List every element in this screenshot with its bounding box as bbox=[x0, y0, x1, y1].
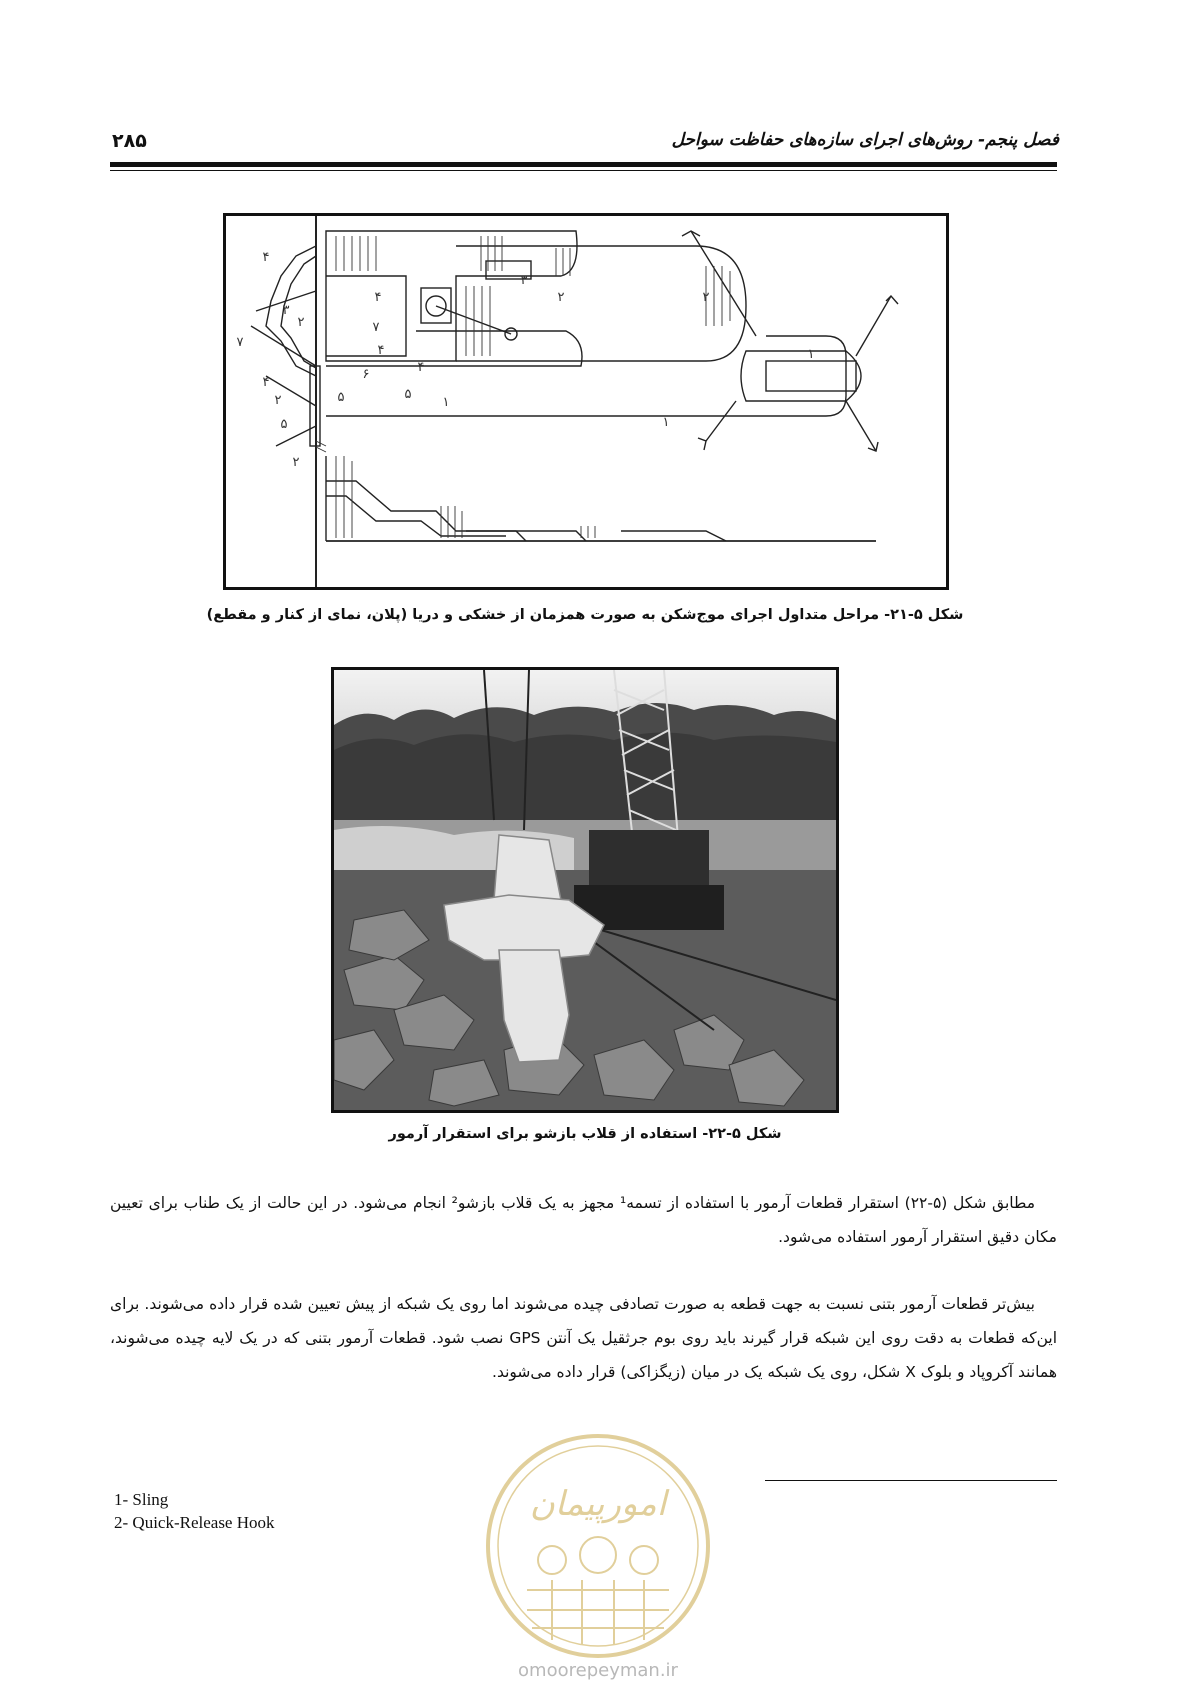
figure1-caption: شکل ۵-۲۱- مراحل متداول اجرای موج‌شکن به صورت همزمان از خشکی و دریا (پلان، نمای از کنار و مقطع) bbox=[206, 607, 964, 623]
drawing-label: ۲ bbox=[702, 290, 710, 305]
drawing-label: ۱ bbox=[442, 395, 450, 410]
drawing-label: ۴ bbox=[377, 343, 385, 358]
drawing-label: ۳ bbox=[520, 273, 528, 288]
drawing-label: ۲ bbox=[557, 290, 565, 305]
drawing-label: ۴ bbox=[262, 375, 270, 390]
footnotes bbox=[114, 1488, 275, 1534]
drawing-label: ۶ bbox=[362, 367, 370, 382]
header-rule-thick bbox=[110, 162, 1057, 167]
drawing-label: ۴ bbox=[262, 250, 270, 265]
drawing-label: ۲ bbox=[297, 315, 305, 330]
body-paragraph bbox=[110, 1287, 1057, 1389]
watermark-site: omoorepeyman.ir bbox=[518, 1660, 678, 1681]
paragraph-text: بیش‌تر قطعات آرمور بتنی نسبت به جهت قطعه به صورت تصادفی چیده می‌شوند اما روی یک شبکه از پیش تعیین شده قرار داده می‌شوند. برای این‌که قطعات به دقت روی این شبکه قرار گیرند باید روی بوم جرثقیل یک آنتن GPS نصب شود. قطعات آرمور بتنی که در یک لایه چیده می‌شوند، همانند آکروپاد و بلوک X شکل، روی یک شبکه یک در میان (زیگزاکی) قرار داده می‌شوند. bbox=[110, 1295, 1058, 1381]
drawing-label: ۱ bbox=[662, 415, 670, 430]
drawing-label: ۴ bbox=[417, 360, 425, 375]
drawing-label: ۵ bbox=[280, 417, 288, 432]
footnote: 1- Sling bbox=[114, 1490, 169, 1509]
figure-breakwater-plan bbox=[223, 213, 949, 590]
footnote: 2- Quick-Release Hook bbox=[114, 1513, 275, 1532]
armour-placement-photo bbox=[334, 670, 836, 1110]
drawing-label: ۱ bbox=[807, 347, 815, 362]
drawing-label: ۲ bbox=[274, 393, 282, 408]
figure2-caption: شکل ۵-۲۲- استفاده از قلاب بازشو برای استقرار آرمور bbox=[388, 1126, 782, 1142]
drawing-label: ۳ bbox=[282, 303, 290, 318]
watermark-logo-text: امورپیمان bbox=[529, 1484, 667, 1524]
footnote-rule bbox=[765, 1480, 1057, 1481]
header-rule-thin bbox=[110, 170, 1057, 171]
drawing-label: ۷ bbox=[372, 320, 380, 335]
body-paragraph bbox=[110, 1186, 1057, 1254]
drawing-label: ۷ bbox=[236, 335, 244, 350]
drawing-label: ۵ bbox=[404, 387, 412, 402]
figure-armour-photo bbox=[331, 667, 839, 1113]
running-title: فصل پنجم- روش‌های اجرای سازه‌های حفاظت سواحل bbox=[671, 130, 1059, 150]
paragraph-text: مطابق شکل (۵-۲۲) استقرار قطعات آرمور با استفاده از تسمه¹ مجهز به یک قلاب بازشو² انجام می‌شود. در این حالت از یک طناب برای تعیین مکان دقیق استقرار آرمور استفاده می‌شود. bbox=[110, 1194, 1057, 1246]
page-number: ۲۸۵ bbox=[112, 130, 147, 152]
drawing-label: ۴ bbox=[374, 290, 382, 305]
drawing-label: ۲ bbox=[292, 455, 300, 470]
breakwater-drawing bbox=[226, 216, 946, 587]
drawing-label: ۵ bbox=[337, 390, 345, 405]
watermark-logo bbox=[482, 1430, 714, 1662]
